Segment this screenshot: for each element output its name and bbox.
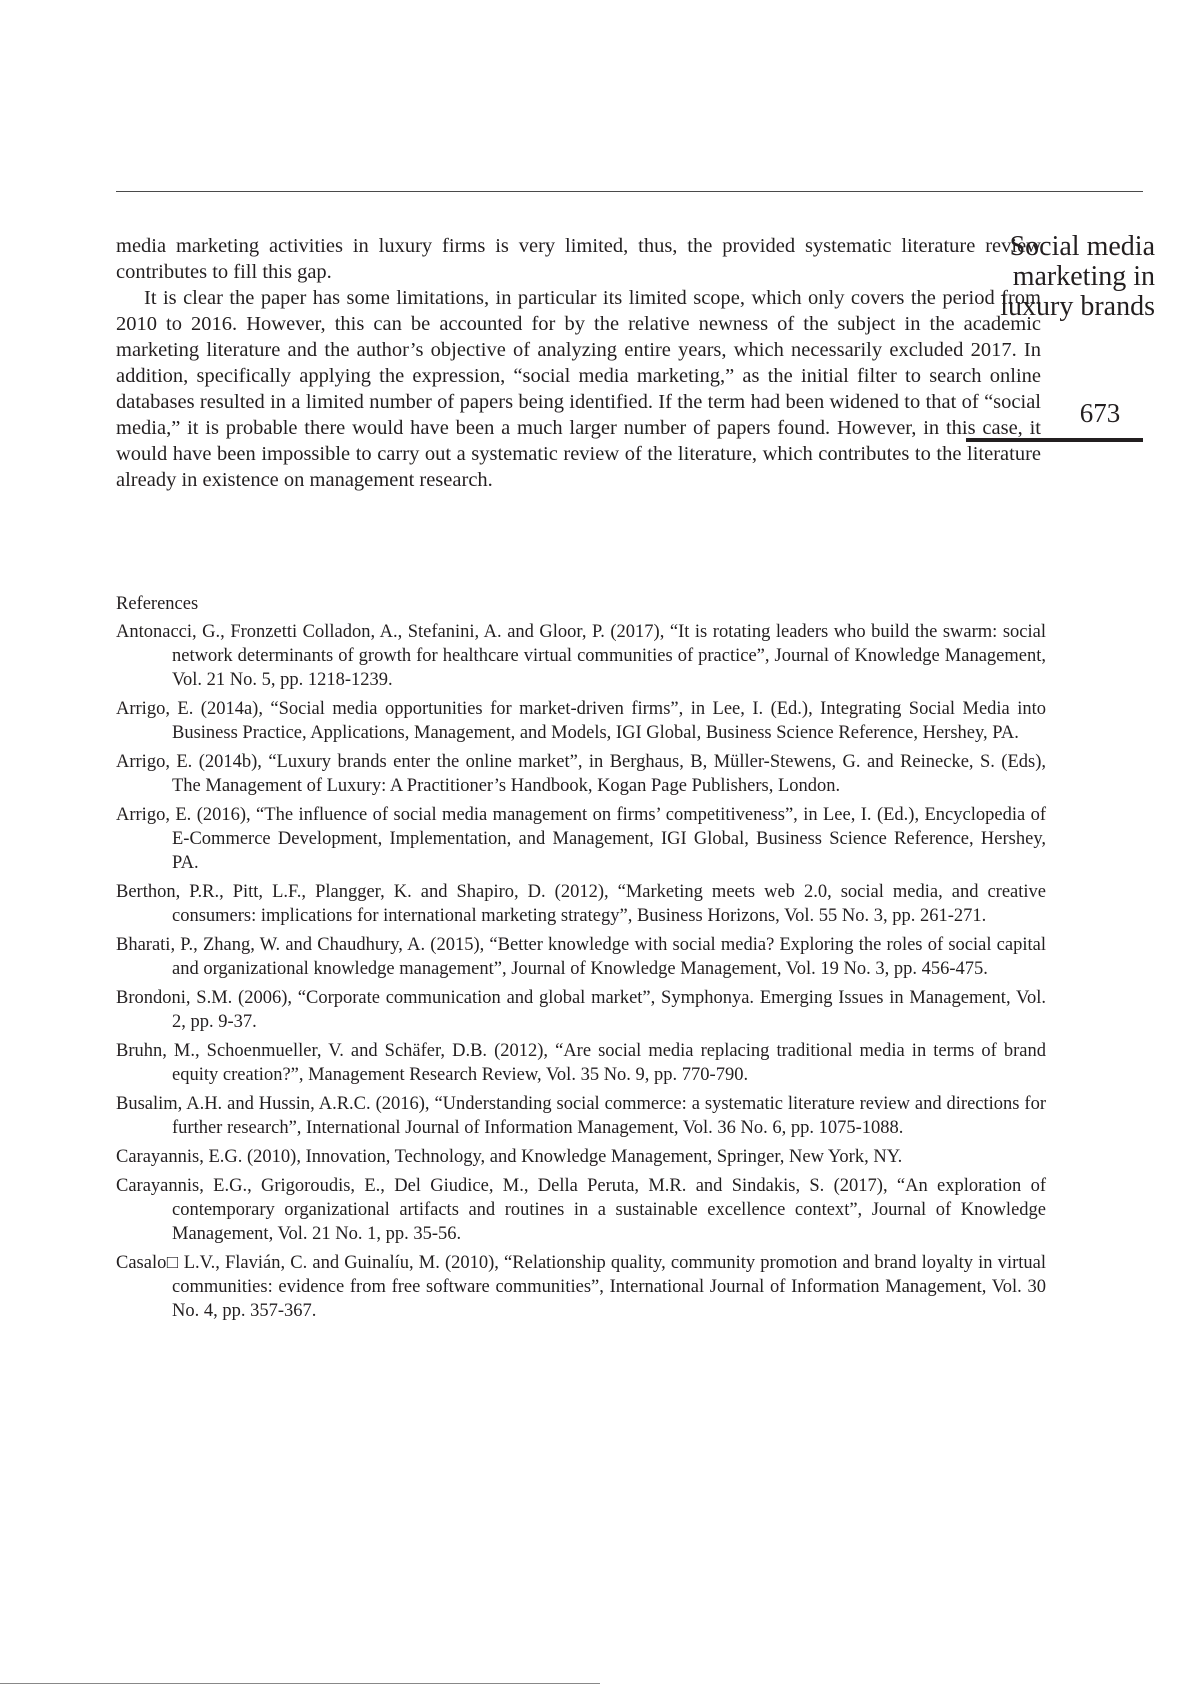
body-paragraph: It is clear the paper has some limitations, in particular its limited scope, which only covers the period from 2010 to 2016. However, this can be accounted for by the relative newness of the subject in the academic marketing literature and the author’s objective of analyzing entire years, which necessarily excluded 2017. In addition, specifically applying the expression, “social media marketing,” as the initial filter to search online databases resulted in a limited number of papers being identified. If the term had been widened to that of “social media,” it is probable there would have been a much larger number of papers found. However, in this case, it would have been impossible to carry out a systematic review of the literature, which contributes to the literature already in existence on management research. [116, 287, 1041, 491]
reference-list [116, 620, 1046, 1328]
footer-rule [0, 1683, 600, 1684]
reference-item: Bruhn, M., Schoenmueller, V. and Schäfer, D.B. (2012), “Are social media replacing traditional media in terms of brand equity creation?”, Management Research Review, Vol. 35 No. 9, pp. 770-790. [116, 1041, 1046, 1085]
reference-item: Brondoni, S.M. (2006), “Corporate communication and global market”, Symphonya. Emerging Issues in Management, Vol. 2, pp. 9-37. [116, 988, 1046, 1032]
running-title: Social media marketing in luxury brands [1000, 231, 1155, 322]
body-paragraph: media marketing activities in luxury firms is very limited, thus, the provided systematic literature review contributes to fill this gap. [116, 235, 1041, 283]
header-rule [116, 191, 1143, 192]
reference-item: Bharati, P., Zhang, W. and Chaudhury, A. (2015), “Better knowledge with social media? Exploring the roles of social capital and organizational knowledge management”, Journal of Knowledge Management, Vol. 19 No. 3, pp. 456-475. [116, 935, 1046, 979]
reference-item: Arrigo, E. (2014a), “Social media opportunities for market-driven firms”, in Lee, I. (Ed.), Integrating Social Media into Business Practice, Applications, Management, and Models, IGI Global, Business Science Reference, Hershey, PA. [116, 699, 1046, 743]
reference-item: Arrigo, E. (2014b), “Luxury brands enter the online market”, in Berghaus, B, Müller-Stewens, G. and Reinecke, S. (Eds), The Management of Luxury: A Practitioner’s Handbook, Kogan Page Publishers, London. [116, 752, 1046, 796]
reference-item: Antonacci, G., Fronzetti Colladon, A., Stefanini, A. and Gloor, P. (2017), “It is rotating leaders who build the swarm: social network determinants of growth for healthcare virtual communities of practice”, Journal of Knowledge Management, Vol. 21 No. 5, pp. 1218-1239. [116, 622, 1046, 690]
reference-item: Carayannis, E.G., Grigoroudis, E., Del Giudice, M., Della Peruta, M.R. and Sindakis, S. (2017), “An exploration of contemporary organizational artifacts and routines in a sustainable excellence context”, Journal of Knowledge Management, Vol. 21 No. 1, pp. 35-56. [116, 1176, 1046, 1244]
body-text [116, 233, 1041, 493]
reference-item: Casalo□ L.V., Flavián, C. and Guinalíu, M. (2010), “Relationship quality, community promotion and brand loyalty in virtual communities: evidence from free software communities”, International Journal of Information Management, Vol. 30 No. 4, pp. 357-367. [116, 1253, 1046, 1321]
reference-item: Berthon, P.R., Pitt, L.F., Plangger, K. and Shapiro, D. (2012), “Marketing meets web 2.0, social media, and creative consumers: implications for international marketing strategy”, Business Horizons, Vol. 55 No. 3, pp. 261-271. [116, 882, 1046, 926]
page-number: 673 [1079, 398, 1121, 428]
reference-item: Arrigo, E. (2016), “The influence of social media management on firms’ competitiveness”, in Lee, I. (Ed.), Encyclopedia of E-Commerce Development, Implementation, and Management, IGI Global, Business Science Reference, Hershey, PA. [116, 805, 1046, 873]
reference-item: Carayannis, E.G. (2010), Innovation, Technology, and Knowledge Management, Springer, New York, NY. [116, 1147, 903, 1167]
reference-item: Busalim, A.H. and Hussin, A.R.C. (2016), “Understanding social commerce: a systematic literature review and directions for further research”, International Journal of Information Management, Vol. 36 No. 6, pp. 1075-1088. [116, 1094, 1046, 1138]
references-heading: References [116, 594, 199, 614]
